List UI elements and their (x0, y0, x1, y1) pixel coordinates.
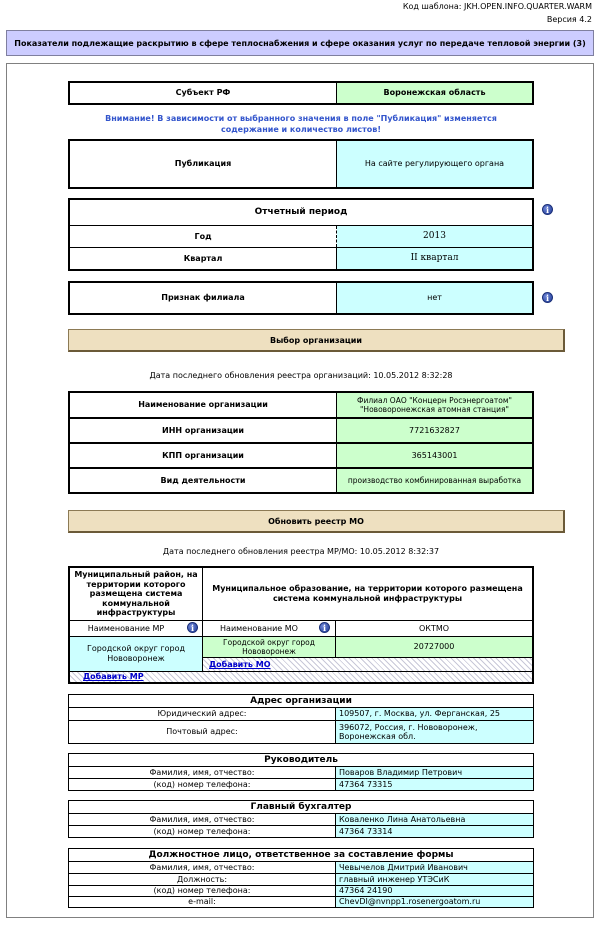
head-fio-label: Фамилия, имя, отчество: (149, 767, 255, 777)
subject-value[interactable]: Воронежская область (337, 83, 532, 103)
oktmo-label: ОКТМО (418, 623, 450, 633)
mo-value[interactable]: Городской округ город Нововоронеж (203, 637, 335, 657)
quarter-select[interactable]: II квартал (337, 248, 532, 269)
year-label: Год (194, 231, 212, 241)
oktmo-value: 20727000 (336, 637, 532, 657)
publication-table (68, 139, 534, 189)
info-icon[interactable]: i (319, 622, 330, 633)
update-mo-registry-button[interactable]: Обновить реестр МО (68, 510, 565, 533)
postal-address-label: Почтовый адрес: (166, 727, 238, 737)
branch-table (68, 281, 534, 315)
org-registry-updated: Дата последнего обновления реестра организаций: 10.05.2012 8:32:28 (149, 371, 453, 380)
add-mr-link[interactable]: Добавить МР (83, 672, 144, 682)
page-title-banner: Показатели подлежащие раскрытию в сфере теплоснабжения и сфере оказания услуг по передаче тепловой энергии (3) (6, 30, 594, 56)
kpp-value: 365143001 (337, 444, 532, 467)
publication-select[interactable]: На сайте регулирующего органа (337, 141, 532, 187)
branch-select[interactable]: нет (337, 283, 532, 313)
info-icon[interactable]: i (542, 204, 553, 215)
info-icon[interactable]: i (542, 292, 553, 303)
responsible-position-value[interactable]: главный инженер УТЭСиК (336, 874, 533, 885)
legal-address-label: Юридический адрес: (157, 709, 247, 719)
mr-header: Муниципальный район, на территории которого размещена система коммунальной инфраструктуры (74, 570, 198, 618)
responsible-phone-value[interactable]: 47364 24190 (336, 886, 533, 896)
accountant-fio-label: Фамилия, имя, отчество: (149, 814, 255, 824)
responsible-title: Должностное лицо, ответственное за составление формы (148, 849, 454, 860)
responsible-fio-label: Фамилия, имя, отчество: (149, 862, 255, 872)
branch-label: Признак филиала (161, 293, 245, 303)
head-phone-value[interactable]: 47364 73315 (336, 779, 533, 790)
activity-label: Вид деятельности (160, 475, 246, 485)
accountant-phone-label: (код) номер телефона: (153, 826, 251, 836)
inn-label: ИНН организации (162, 425, 244, 435)
publication-label: Публикация (174, 159, 232, 169)
responsible-table (68, 848, 534, 908)
kpp-label: КПП организации (162, 450, 244, 460)
year-select[interactable]: 2013 (337, 226, 532, 247)
info-icon[interactable]: i (187, 622, 198, 633)
accountant-fio-value[interactable]: Коваленко Лина Анатольевна (336, 814, 533, 825)
address-title: Адрес организации (250, 695, 352, 706)
accountant-table (68, 800, 534, 838)
org-name-label: Наименование организации (138, 400, 268, 410)
responsible-email-label: e-mail: (188, 897, 216, 907)
postal-address-value[interactable]: 396072, Россия, г. Нововоронеж, Воронежская обл. (336, 721, 533, 743)
head-fio-value[interactable]: Поваров Владимир Петрович (336, 767, 533, 778)
responsible-position-label: Должность: (176, 874, 228, 884)
responsible-email-value[interactable]: ChevDI@nvnpp1.rosenergoatom.ru (336, 897, 533, 907)
responsible-fio-value[interactable]: Чевычелов Дмитрий Иванович (336, 862, 533, 873)
mo-name-label: Наименование МО (220, 623, 298, 633)
mo-registry-updated: Дата последнего обновления реестра МР/МО: 10.05.2012 8:32:37 (162, 547, 440, 556)
inn-value: 7721632827 (337, 419, 532, 442)
activity-value[interactable]: производство комбинированная выработка (337, 469, 532, 492)
accountant-phone-value[interactable]: 47364 73314 (336, 826, 533, 837)
period-title: Отчетный период (254, 207, 348, 218)
subject-label: Субъект РФ (175, 88, 231, 98)
quarter-label: Квартал (183, 253, 223, 263)
subject-table (68, 81, 534, 105)
accountant-title: Главный бухгалтер (250, 801, 352, 812)
head-title: Руководитель (264, 754, 338, 765)
org-name-value[interactable]: Филиал ОАО "Концерн Росэнергоатом" "Нововоронежская атомная станция" (337, 393, 532, 417)
add-mo-link[interactable]: Добавить МО (209, 659, 271, 669)
mr-value[interactable]: Городской округ город Нововоронеж (70, 637, 202, 671)
warning-text: Внимание! В зависимости от выбранного значения в поле "Публикация" изменяется содержание и количество листов! (105, 114, 497, 134)
address-table (68, 694, 534, 744)
select-organization-button[interactable]: Выбор организации (68, 329, 565, 352)
head-phone-label: (код) номер телефона: (153, 779, 251, 789)
template-code: Код шаблона: JKH.OPEN.INFO.QUARTER.WARM (402, 2, 592, 11)
legal-address-value[interactable]: 109507, г. Москва, ул. Ферганская, 25 (336, 708, 533, 720)
organization-table (68, 391, 534, 494)
mo-header: Муниципальное образование, на территории которого размещена система коммунальной инфраструктуры (212, 584, 523, 603)
period-table (68, 198, 534, 271)
mo-table (68, 566, 534, 684)
responsible-phone-label: (код) номер телефона: (153, 886, 251, 896)
template-version: Версия 4.2 (546, 15, 592, 24)
mr-name-label: Наименование МР (87, 623, 165, 633)
head-table (68, 753, 534, 791)
